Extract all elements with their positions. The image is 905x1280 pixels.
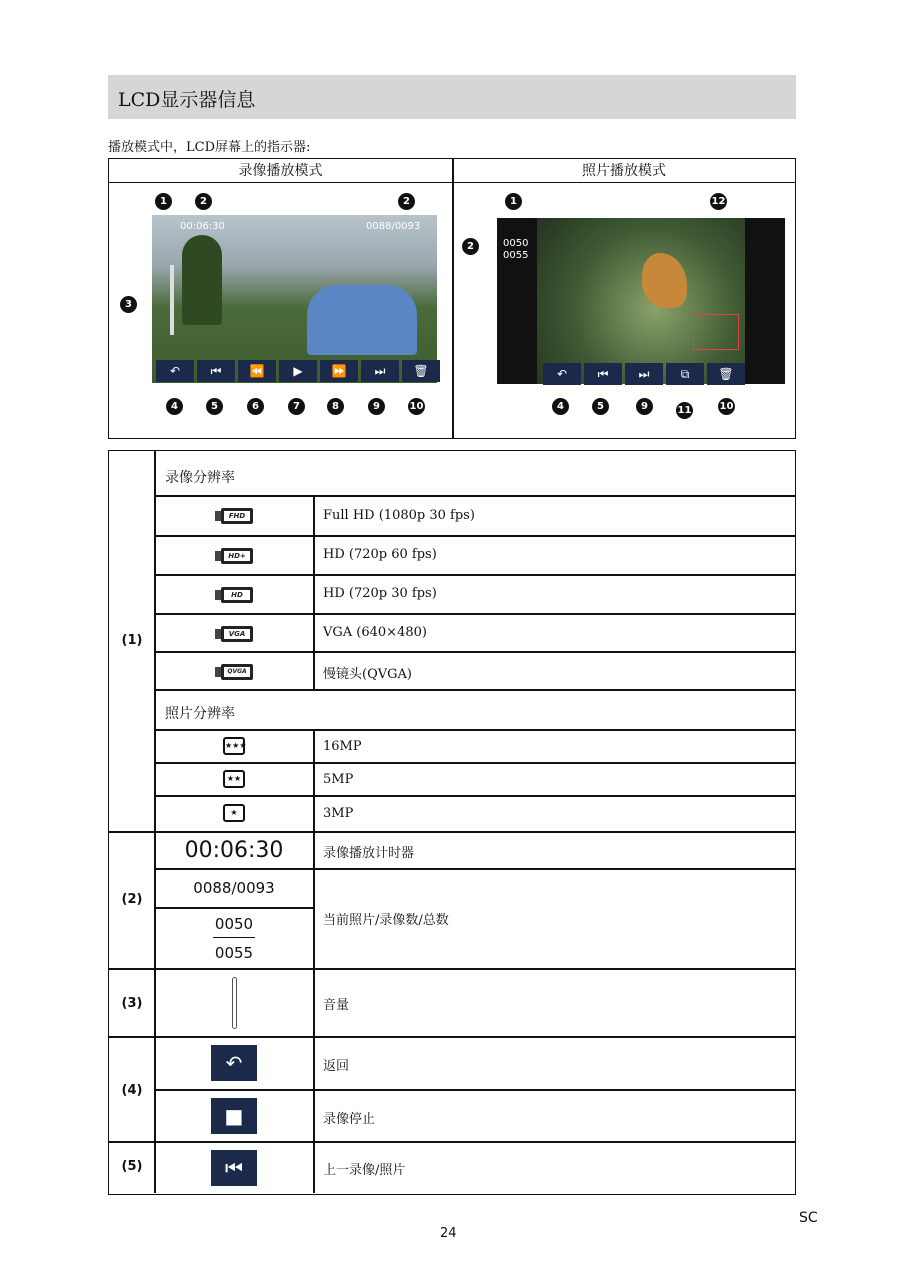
callout-badge: 2	[398, 193, 415, 210]
photo-counter-top: 0050	[503, 238, 529, 249]
counter-photo-sample: 0050 0055	[214, 914, 254, 962]
delete-button[interactable]: 🗑	[707, 363, 745, 385]
tree-graphic	[182, 235, 222, 325]
res-text: 5MP	[323, 772, 354, 787]
back-button[interactable]: ↶	[543, 363, 581, 385]
counter-desc: 当前照片/录像数/总数	[323, 913, 449, 928]
stop-icon: ■	[155, 1090, 313, 1141]
timer-sample: 00:06:30	[184, 837, 284, 863]
res-text: HD (720p 30 fps)	[323, 586, 437, 601]
res-text: VGA (640×480)	[323, 625, 427, 640]
callout-badge: 5	[592, 398, 609, 415]
fhd-icon: FHD	[155, 496, 313, 534]
delete-button[interactable]: 🗑	[402, 360, 440, 382]
hd-plus-icon: HD+	[155, 536, 313, 574]
language-code: SC	[799, 1210, 818, 1226]
callout-badge: 4	[552, 398, 569, 415]
section-title: LCD显示器信息	[118, 89, 256, 111]
section-number: (4)	[121, 1083, 143, 1098]
callout-badge: 12	[710, 193, 727, 210]
next-button[interactable]: ⏭	[361, 360, 399, 382]
section-number: (1)	[121, 633, 143, 648]
previous-desc: 上一录像/照片	[323, 1163, 406, 1178]
callout-badge: 2	[462, 238, 479, 255]
back-icon: ↶	[155, 1037, 313, 1088]
res-text: 慢镜头(QVGA)	[323, 667, 412, 682]
volume-desc: 音量	[323, 998, 350, 1013]
callout-badge: 1	[505, 193, 522, 210]
stop-desc: 录像停止	[323, 1112, 376, 1127]
callout-badge: 10	[718, 398, 735, 415]
right-black-band	[745, 218, 785, 384]
callout-badge: 8	[327, 398, 344, 415]
next-button[interactable]: ⏭	[625, 363, 663, 385]
video-mode-header: 录像播放模式	[109, 159, 452, 183]
video-timer-text: 00:06:30	[180, 221, 225, 232]
callout-badge: 6	[247, 398, 264, 415]
page-number: 24	[440, 1226, 457, 1241]
video-control-bar	[156, 360, 440, 382]
butterfly-graphic	[642, 253, 687, 308]
previous-button[interactable]: ⏮	[584, 363, 622, 385]
section-number: (2)	[121, 892, 143, 907]
vga-icon: VGA	[155, 614, 313, 652]
volume-bar	[170, 265, 174, 335]
photo-control-bar	[543, 363, 745, 385]
zoom-frame	[693, 314, 739, 350]
video-res-title: 录像分辨率	[165, 470, 235, 486]
callout-badge: 9	[636, 398, 653, 415]
callout-badge: 3	[120, 296, 137, 313]
row-line	[155, 689, 795, 691]
video-counter-text: 0088/0093	[366, 221, 421, 232]
column-divider	[452, 159, 454, 438]
callout-badge: 7	[288, 398, 305, 415]
photo-mode-header: 照片播放模式	[453, 159, 795, 183]
res-text: Full HD (1080p 30 fps)	[323, 508, 475, 523]
back-button[interactable]: ↶	[156, 360, 194, 382]
callout-badge: 1	[155, 193, 172, 210]
callout-badge: 2	[195, 193, 212, 210]
bench-graphic	[307, 285, 417, 355]
indicator-table	[108, 450, 796, 1195]
column-divider	[313, 729, 315, 1193]
section-number: (3)	[121, 996, 143, 1011]
res-text: 3MP	[323, 806, 354, 821]
callout-badge: 9	[368, 398, 385, 415]
intro-text: 播放模式中，LCD屏幕上的指示器:	[108, 140, 311, 155]
callout-badge: 10	[408, 398, 425, 415]
play-button[interactable]: ▶	[279, 360, 317, 382]
section-header	[108, 75, 796, 119]
res-text: HD (720p 60 fps)	[323, 547, 437, 562]
rewind-button[interactable]: ⏪	[238, 360, 276, 382]
photo-5mp-icon: ★★	[155, 763, 313, 795]
section-number: (5)	[121, 1159, 143, 1174]
callout-badge: 11	[676, 402, 693, 419]
photo-counter-bottom: 0055	[503, 250, 529, 261]
previous-button[interactable]: ⏮	[197, 360, 235, 382]
photo-playback-screen	[497, 218, 785, 384]
slideshow-button[interactable]: ⧉	[666, 363, 704, 385]
column-divider	[313, 495, 315, 689]
photo-3mp-icon: ★	[155, 796, 313, 830]
photo-res-title: 照片分辨率	[165, 706, 235, 722]
timer-desc: 录像播放计时器	[323, 846, 415, 861]
fast-forward-button[interactable]: ⏩	[320, 360, 358, 382]
photo-16mp-icon: ★★★	[155, 730, 313, 762]
back-desc: 返回	[323, 1059, 350, 1074]
callout-badge: 5	[206, 398, 223, 415]
volume-icon	[155, 969, 313, 1036]
counter-video-sample: 0088/0093	[193, 879, 275, 897]
video-playback-screen	[152, 215, 437, 383]
qvga-icon: QVGA	[155, 652, 313, 690]
res-text: 16MP	[323, 739, 362, 754]
hd-icon: HD	[155, 575, 313, 613]
callout-badge: 4	[166, 398, 183, 415]
previous-icon: ⏮	[155, 1142, 313, 1194]
